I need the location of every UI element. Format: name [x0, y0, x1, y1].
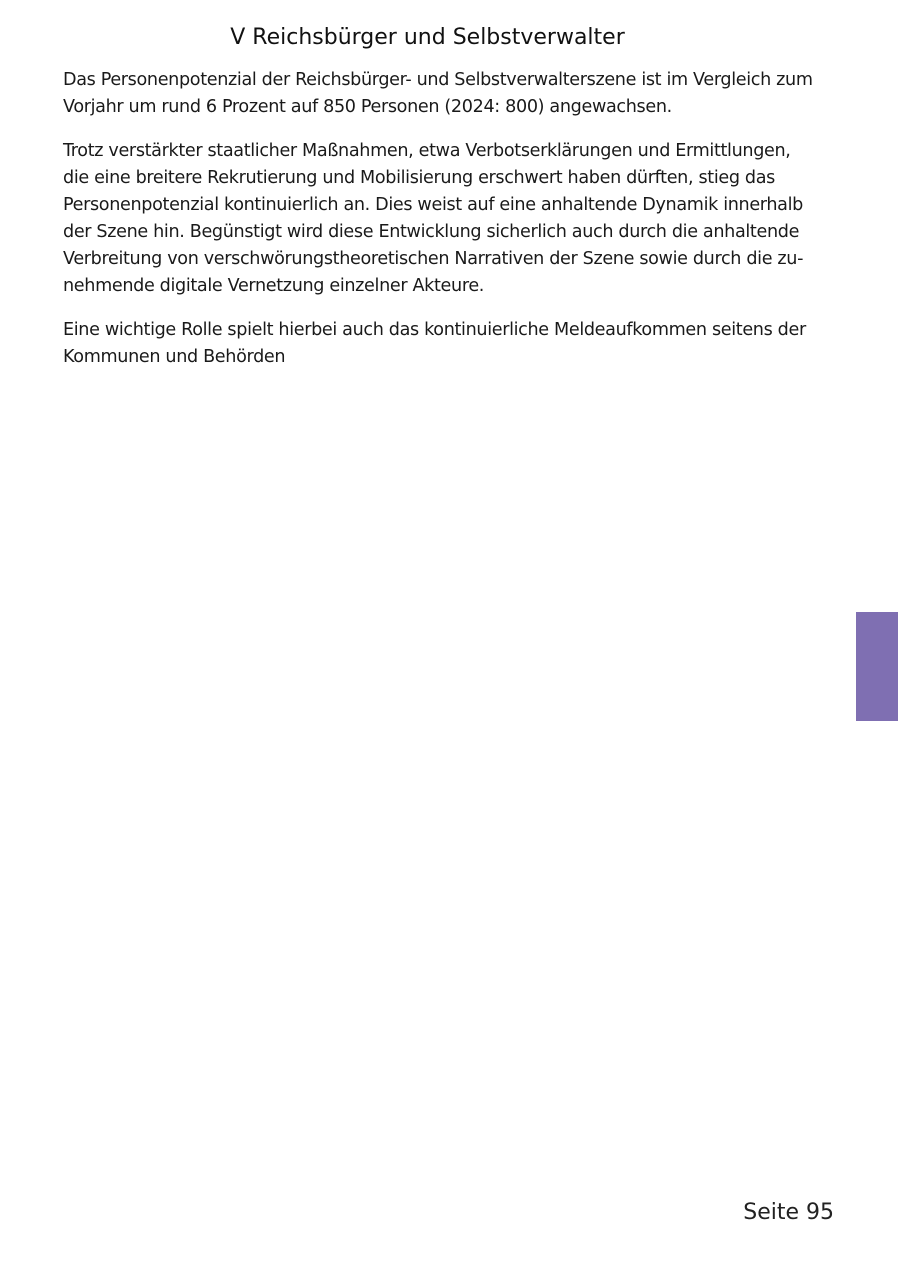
paragraph-line: nehmende digitale Vernetzung einzelner Akteure. [63, 276, 485, 296]
paragraph-line: Das Personenpotenzial der Reichsbürger- und Selbstverwalterszene ist im Vergleich zum [63, 70, 813, 90]
paragraph-line: der Szene hin. Begünstigt wird diese Entwicklung sicherlich auch durch die anhaltende [63, 222, 800, 242]
paragraph-line: Eine wichtige Rolle spielt hierbei auch das kontinuierliche Meldeaufkommen seitens der [63, 320, 806, 340]
page-number: Seite 95 [743, 1200, 834, 1225]
paragraph-line: Kommunen und Behörden [63, 347, 286, 367]
paragraph-2 [63, 138, 803, 300]
chapter-side-tab [856, 612, 898, 721]
paragraph-line: die eine breitere Rekrutierung und Mobilisierung erschwert haben dürften, stieg das [63, 168, 775, 188]
paragraph-1 [63, 67, 813, 121]
paragraph-3 [63, 317, 806, 371]
body-text [63, 67, 813, 388]
paragraph-line: Vorjahr um rund 6 Prozent auf 850 Personen (2024: 800) angewachsen. [63, 97, 672, 117]
page-title: V Reichsbürger und Selbstverwalter [230, 25, 625, 50]
paragraph-line: Personenpotenzial kontinuierlich an. Dies weist auf eine anhaltende Dynamik innerhalb [63, 195, 803, 215]
paragraph-line: Trotz verstärkter staatlicher Maßnahmen, etwa Verbotserklärungen und Ermittlungen, [63, 141, 791, 161]
paragraph-line: Verbreitung von verschwörungstheoretischen Narrativen der Szene sowie durch die zu- [63, 249, 804, 269]
